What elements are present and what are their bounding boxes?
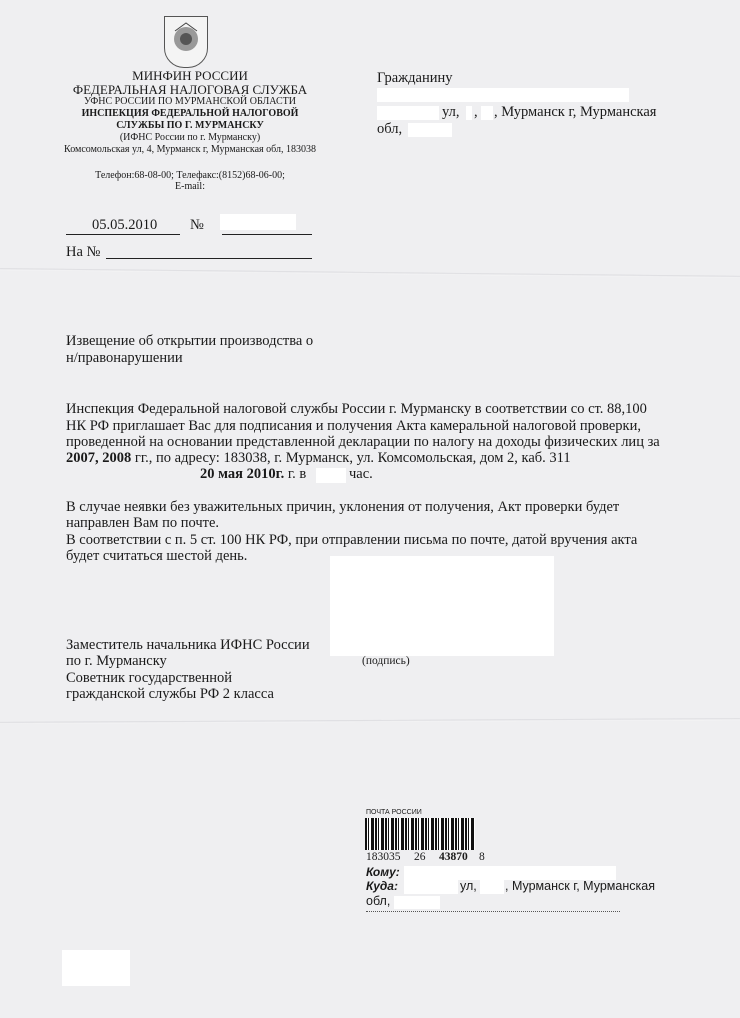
redacted-postcode — [408, 123, 452, 137]
redacted-house — [466, 106, 472, 120]
notice-title-1: Извещение об открытии производства о — [66, 333, 314, 349]
reply-number-label: На № — [66, 244, 101, 260]
recipient-city: , Мурманск г, Мурманская — [494, 104, 657, 120]
redacted-street — [377, 106, 439, 120]
redacted-time — [316, 468, 346, 483]
to-label: Кому: — [366, 865, 400, 879]
phones: Телефон:68-08-00; Телефакс:(8152)68-06-00; — [95, 170, 285, 181]
body-line: направлен Вам по почте. — [66, 515, 220, 531]
recipient-region: обл, — [377, 121, 403, 137]
notice-title-2: н/правонарушении — [66, 350, 183, 366]
recipient-sep: , — [474, 104, 478, 120]
body-line: будет считаться шестой день. — [66, 548, 248, 564]
redacted-postcode — [394, 896, 440, 909]
number-label: № — [190, 217, 204, 233]
signer-title-3: Советник государственной — [66, 670, 232, 686]
postal-code-4: 8 — [479, 851, 485, 863]
signer-title-2: по г. Мурманску — [66, 653, 167, 669]
inspection-name-2: СЛУЖБЫ ПО Г. МУРМАНСКУ — [116, 120, 264, 131]
signer-title-1: Заместитель начальника ИФНС России — [66, 637, 310, 653]
redacted-street — [404, 880, 458, 894]
body-line: гг., по адресу: 183038, г. Мурманск, ул. Комсомольская, дом 2, каб. 311 — [131, 450, 571, 466]
redacted-stamp — [62, 950, 130, 986]
body-line: В случае неявки без уважительных причин, уклонения от получения, Акт проверки будет — [66, 499, 620, 515]
coat-of-arms-emblem — [164, 16, 208, 68]
recipient-salutation: Гражданину — [377, 70, 453, 86]
dotted-line — [366, 911, 620, 912]
post-region: обл, — [366, 894, 391, 908]
ministry-name: МИНФИН РОССИИ — [132, 68, 248, 83]
inspection-address: Комсомольская ул, 4, Мурманск г, Мурманская обл, 183038 — [64, 144, 316, 155]
signer-title-4: гражданской службы РФ 2 класса — [66, 686, 274, 702]
tax-years: 2007, 2008 — [66, 450, 132, 466]
redacted-flat — [481, 106, 493, 120]
post-street-suffix: ул, — [460, 879, 477, 893]
postal-code-2: 26 — [414, 851, 426, 863]
hour-label: час. — [349, 466, 373, 482]
redacted-house — [480, 880, 504, 894]
postal-code-1: 183035 — [366, 851, 401, 863]
inspection-name-1: ИНСПЕКЦИЯ ФЕДЕРАЛЬНОЙ НАЛОГОВОЙ — [81, 108, 299, 119]
document-date: 05.05.2010 — [92, 217, 158, 233]
where-label: Куда: — [366, 879, 398, 893]
regional-office: УФНС РОССИИ ПО МУРМАНСКОЙ ОБЛАСТИ — [83, 96, 297, 107]
redacted-recipient-name — [377, 88, 629, 102]
email-label: E-mail: — [175, 181, 205, 192]
body-line: В соответствии с п. 5 ст. 100 НК РФ, при отправлении письма по почте, датой вручения акта — [66, 532, 638, 548]
inspection-short-name: (ИФНС России по г. Мурманску) — [119, 132, 261, 143]
redacted-signature — [330, 556, 554, 656]
body-line: проведенной на основании представленной декларации по налогу на доходы физических лиц за — [66, 434, 660, 450]
body-line: г. в — [284, 466, 307, 482]
post-brand: ПОЧТА РОССИИ — [366, 809, 422, 816]
body-line: НК РФ приглашает Вас для подписания и получения Акта камеральной налоговой проверки, — [66, 418, 641, 434]
body-line: Инспекция Федеральной налоговой службы России г. Мурманску в соответствии со ст. 88,100 — [66, 401, 647, 417]
barcode — [365, 818, 475, 850]
signature-label: (подпись) — [362, 655, 410, 667]
service-name: ФЕДЕРАЛЬНАЯ НАЛОГОВАЯ СЛУЖБА — [72, 82, 308, 97]
redacted-number — [220, 214, 296, 230]
postal-code-3: 43870 — [439, 851, 468, 863]
recipient-street-suffix: ул, — [442, 104, 460, 120]
redacted-to — [404, 866, 616, 880]
post-city: , Мурманск г, Мурманская — [505, 879, 655, 893]
appointment-date: 20 мая 2010г. — [200, 466, 285, 482]
